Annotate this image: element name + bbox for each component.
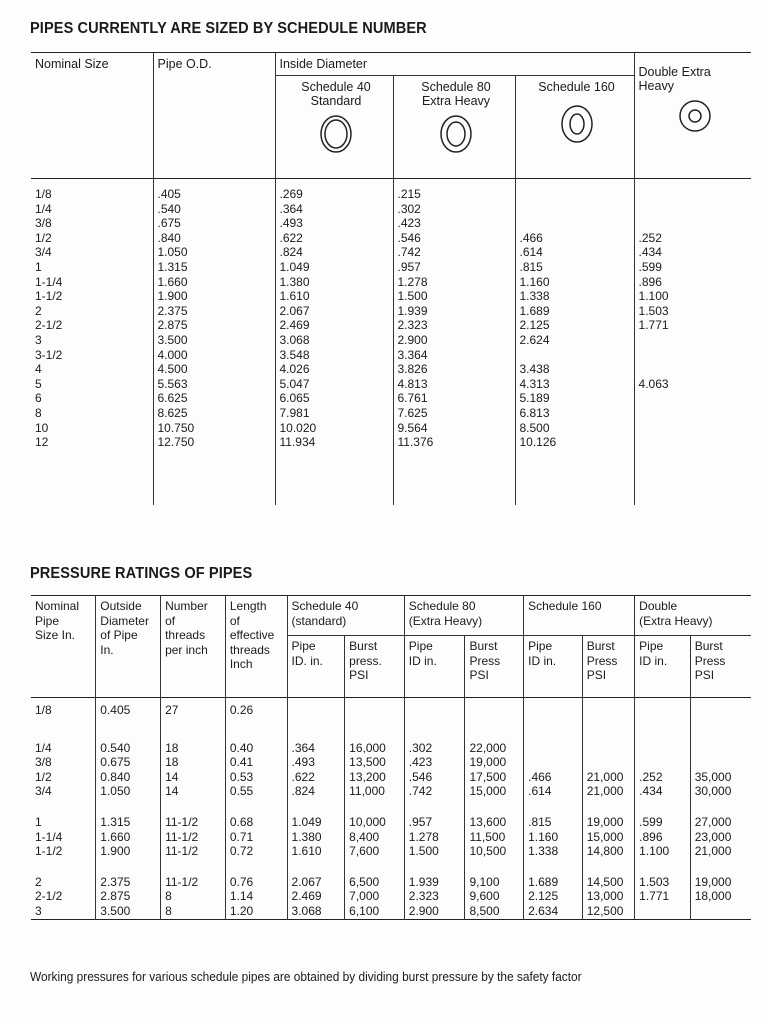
header-schedule-160: Schedule 160 [524,596,635,636]
col-schedule-40: .269 .364 .493 .622 .824 1.049 1.380 1.610 2.067 2.469 3.068 3.548 4.026 5.047 6.065 7.981 10.020 11.934 [275,179,393,506]
cell-threads: 27 [161,698,226,718]
table-row [31,698,751,718]
cell-od: 1.315 1.660 1.900 [96,815,161,859]
cell-sch40-burst: 6,500 7,000 6,100 [345,875,405,919]
table-row [31,815,751,859]
cell-sch80-burst: 22,000 19,000 17,500 15,000 [465,741,524,799]
header-schedule-80: Schedule 80 Extra Heavy [421,80,491,108]
header-burst-40: Burst press. PSI [345,636,405,698]
header-outside-diameter: Outside Diameter of Pipe In. [96,596,161,698]
table-row [31,741,751,799]
cell-sch40-burst: 10,000 8,400 7,600 [345,815,405,859]
cell-od: 2.375 2.875 3.500 [96,875,161,919]
cell-length: 0.40 0.41 0.53 0.55 [225,741,287,799]
cell-nominal: 1 1-1/4 1-1/2 [31,815,96,859]
cell-threads: 11-1/2 11-1/2 11-1/2 [161,815,226,859]
header-burst-dx: Burst Press PSI [690,636,751,698]
cell-sch80-burst: 9,100 9,600 8,500 [465,875,524,919]
col-nominal-size: 1/8 1/4 3/8 1/2 3/4 1 1-1/4 1-1/2 2 2-1/2 3 3-1/2 4 5 6 8 10 12 [31,179,153,506]
header-pipe-id-80: Pipe ID in. [404,636,465,698]
schedule-40-pipe-icon [319,114,353,154]
header-thread-length: Length of effective threads Inch [225,596,287,698]
header-burst-80: Burst Press PSI [465,636,524,698]
schedule-number-table [31,52,751,505]
header-schedule-40: Schedule 40 (standard) [287,596,404,636]
header-nominal-size: Nominal Size [31,53,153,179]
cell-dx-burst: 27,000 23,000 21,000 [694,814,732,859]
cell-sch80-id: .957 1.278 1.500 [404,815,465,859]
cell-dx-id [635,698,691,718]
cell-sch160-burst: 21,000 21,000 [582,741,634,799]
cell-dx-id: 1.503 1.771 [635,875,691,919]
cell-nominal: 1/4 3/8 1/2 3/4 [31,741,96,799]
cell-sch80-id [404,698,465,718]
col-schedule-80: .215 .302 .423 .546 .742 .957 1.278 1.500 1.939 2.323 2.900 3.364 3.826 4.813 6.761 7.625 9.564 11.376 [393,179,515,506]
header-pipe-od: Pipe O.D. [153,53,275,179]
cell-od: 0.405 [96,698,161,718]
cell-sch160-burst: 19,000 15,000 14,800 [582,815,634,859]
cell-sch80-burst [465,698,524,718]
cell-sch40-id: .364 .493 .622 .824 [287,741,345,799]
cell-length: 0.68 0.71 0.72 [225,815,287,859]
cell-dx-burst: 19,000 18,000 [694,874,732,904]
table1-title: PIPES CURRENTLY ARE SIZED BY SCHEDULE NUMBER [30,20,427,37]
header-schedule-80: Schedule 80 (Extra Heavy) [404,596,523,636]
header-burst-160: Burst Press PSI [582,636,634,698]
header-nominal-pipe-size: Nominal Pipe Size In. [31,596,96,698]
cell-sch160-id: .815 1.160 1.338 [524,815,583,859]
cell-sch40-id: 1.049 1.380 1.610 [287,815,345,859]
col-double-extra: .252 .434 .599 .896 1.100 1.503 1.771 4.063 [638,230,669,391]
cell-sch40-id: 2.067 2.469 3.068 [287,875,345,919]
cell-dx-id: .252 .434 [635,741,691,799]
schedule-160-pipe-icon [560,100,594,144]
pressure-ratings-table [31,595,751,920]
schedule-80-pipe-icon [439,114,473,154]
cell-nominal: 1/8 [31,698,96,718]
cell-sch40-id [287,698,345,718]
cell-sch160-burst [582,698,634,718]
cell-dx-id: .599 .896 1.100 [635,815,691,859]
cell-length: 0.76 1.14 1.20 [225,875,287,919]
double-extra-pipe-icon [678,99,712,133]
table-row [31,875,751,919]
cell-sch80-id: .302 .423 .546 .742 [404,741,465,799]
header-threads-per-inch: Number of threads per inch [161,596,226,698]
cell-sch40-burst: 16,000 13,500 13,200 11,000 [345,741,405,799]
header-inside-diameter: Inside Diameter [275,53,634,76]
cell-threads: 18 18 14 14 [161,741,226,799]
cell-sch160-id [524,698,583,718]
header-pipe-id-40: Pipe ID. in. [287,636,345,698]
footnote: Working pressures for various schedule pipes are obtained by dividing burst pressure by the safety factor [30,970,582,984]
header-double-extra-heavy: Double (Extra Heavy) [639,599,713,628]
table2-title: PRESSURE RATINGS OF PIPES [30,565,253,582]
cell-sch160-id: 1.689 2.125 2.634 [524,875,583,919]
header-pipe-id-dx: Pipe ID in. [635,636,691,698]
header-double-extra: Double Extra Heavy [638,65,711,93]
cell-sch80-burst: 13,600 11,500 10,500 [465,815,524,859]
col-pipe-od: .405 .540 .675 .840 1.050 1.315 1.660 1.900 2.375 2.875 3.500 4.000 4.500 5.563 6.625 8.625 10.750 12.750 [153,179,275,506]
cell-dx-burst [690,698,751,718]
cell-nominal: 2 2-1/2 3 [31,875,96,919]
header-schedule-160: Schedule 160 [538,80,615,94]
cell-dx-burst: 35,000 30,000 [694,769,732,799]
cell-sch160-burst: 14,500 13,000 12,500 [582,875,634,919]
cell-sch80-id: 1.939 2.323 2.900 [404,875,465,919]
header-schedule-40: Schedule 40 Standard [301,80,371,108]
col-schedule-160: .466 .614 .815 1.160 1.338 1.689 2.125 2.624 3.438 4.313 5.189 6.813 8.500 10.126 [515,179,634,506]
cell-length: 0.26 [225,698,287,718]
header-pipe-id-160: Pipe ID in. [524,636,583,698]
cell-sch160-id: .466 .614 [524,741,583,799]
cell-sch40-burst [345,698,405,718]
cell-threads: 11-1/2 8 8 [161,875,226,919]
cell-od: 0.540 0.675 0.840 1.050 [96,741,161,799]
